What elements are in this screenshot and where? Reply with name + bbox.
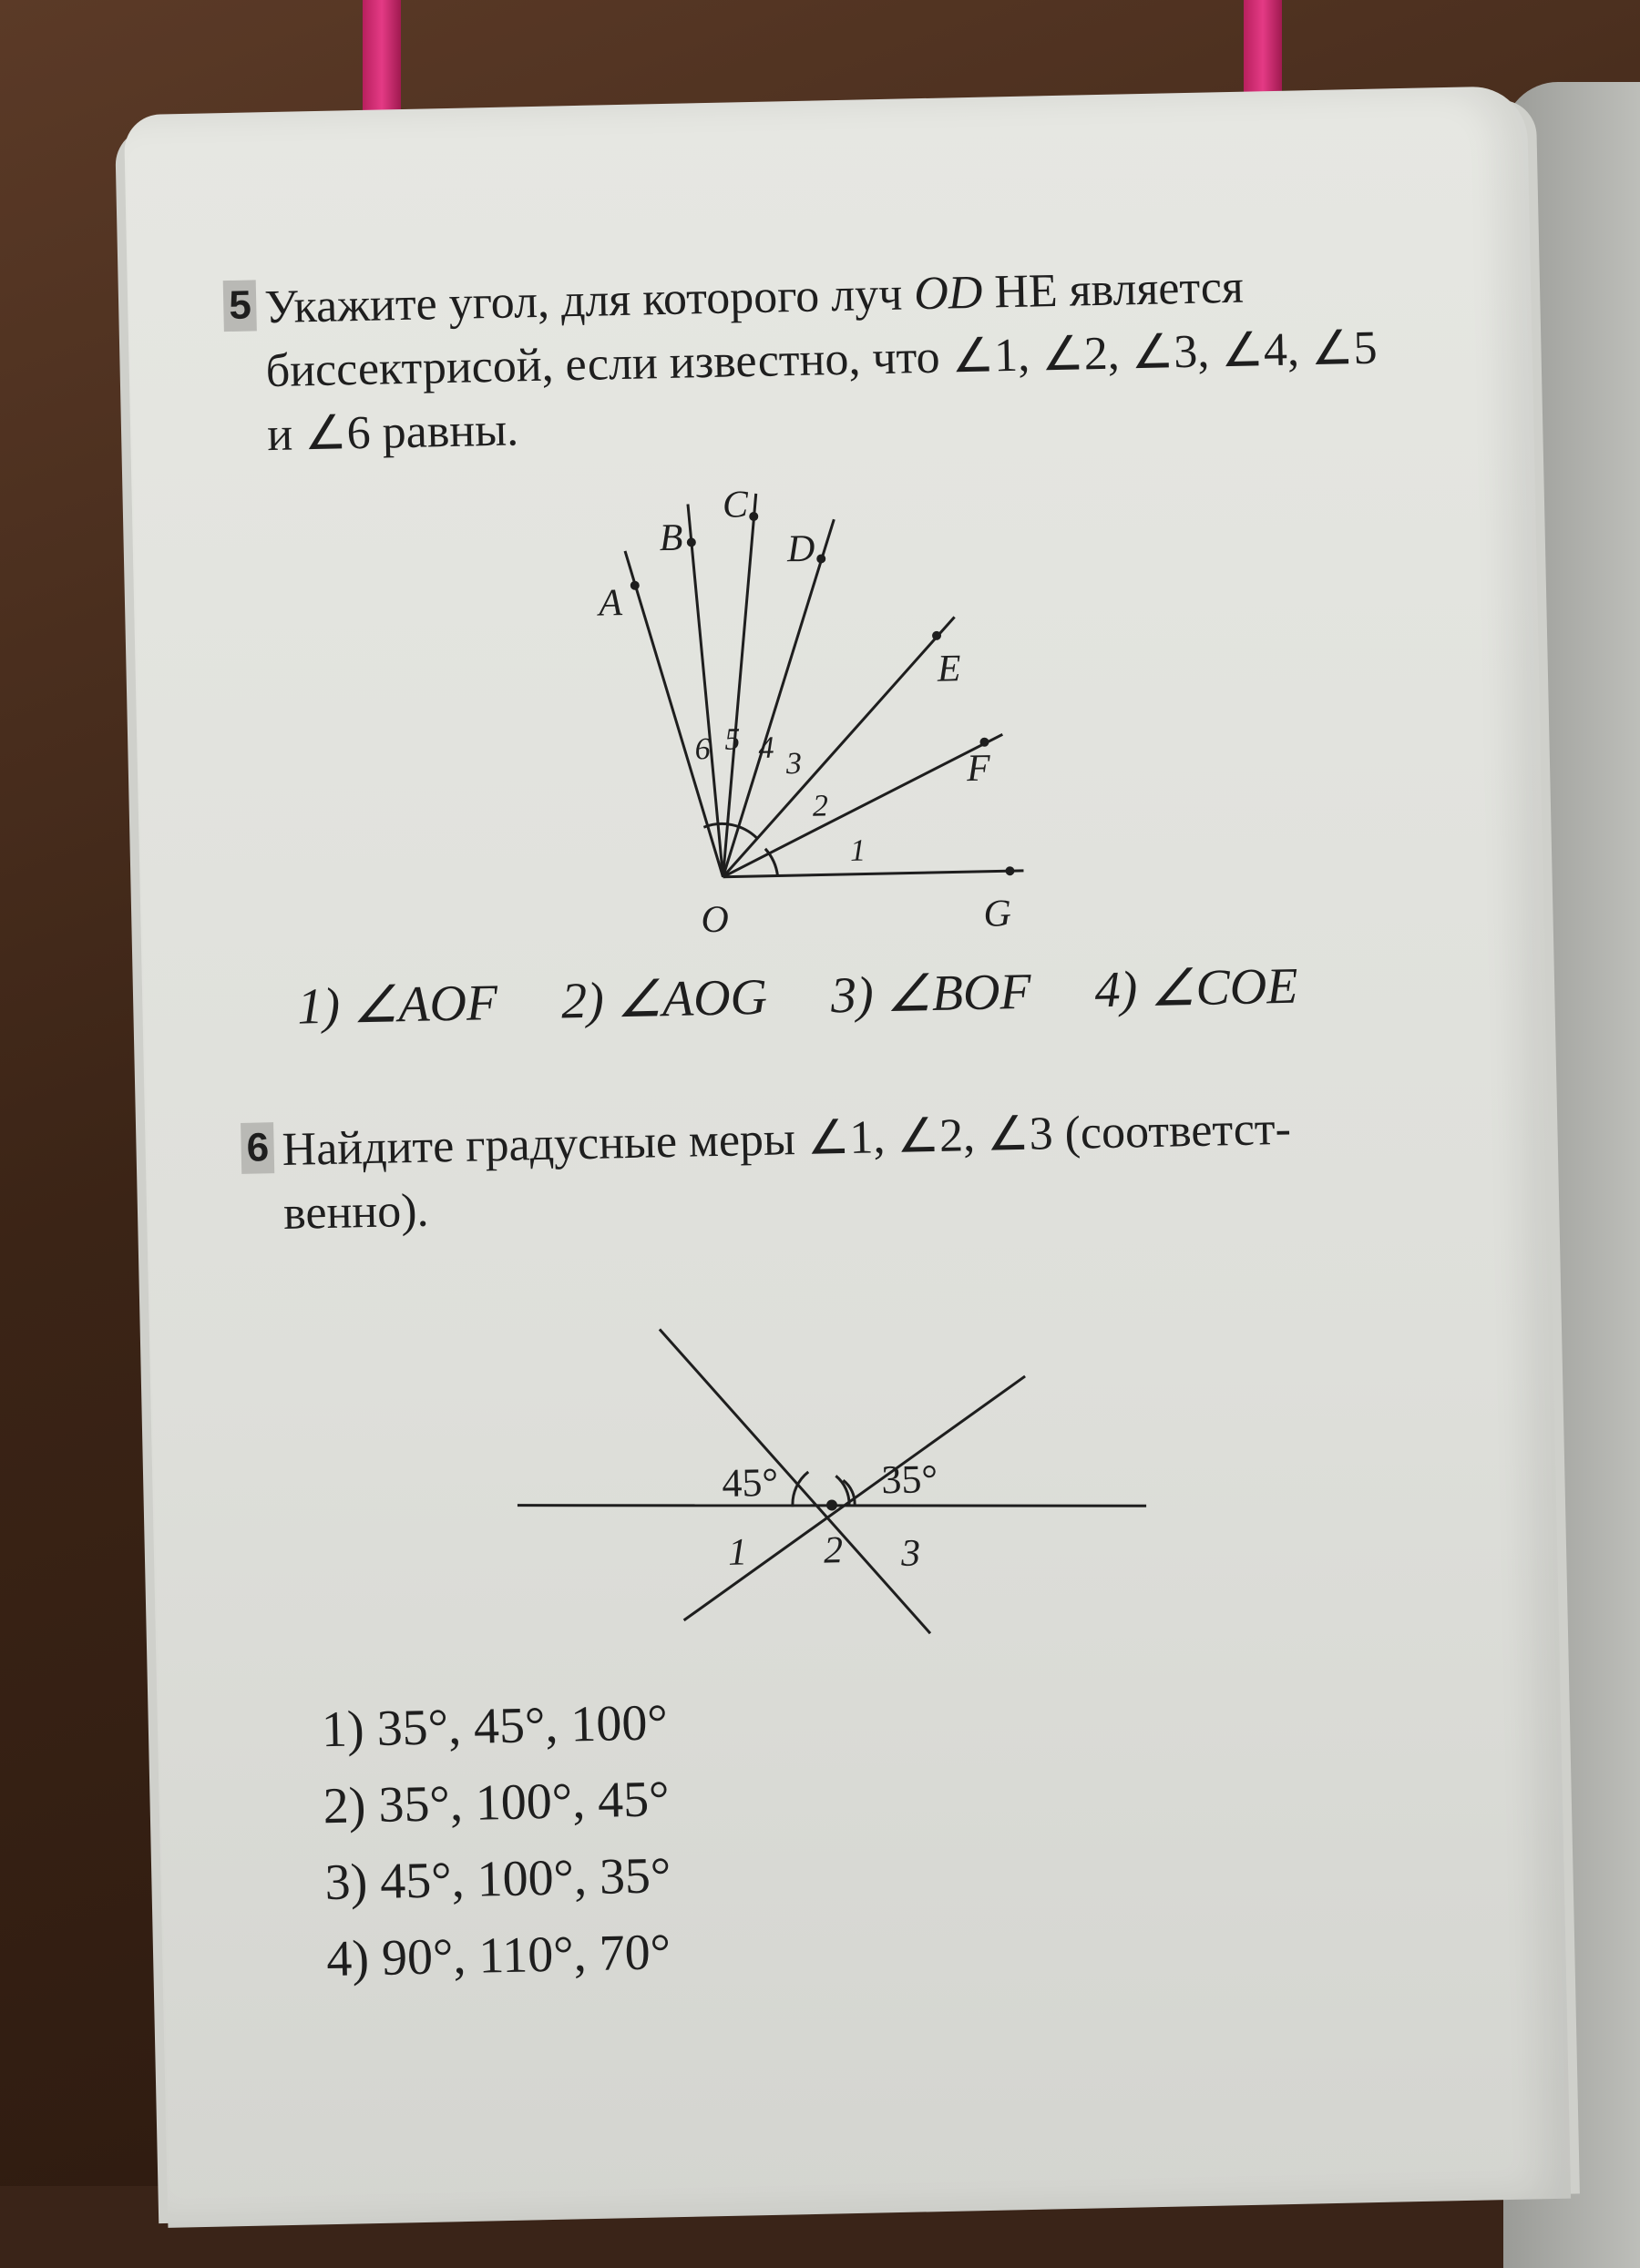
task-6-option-1[interactable]: 1) 35°, 45°, 100° bbox=[321, 1694, 669, 1759]
task-6-line-1: Найдите градусные меры ∠1, ∠2, ∠3 (соответст- bbox=[282, 1102, 1292, 1176]
task-6-options bbox=[321, 1668, 1484, 1998]
angle-label-2: 2 bbox=[823, 1529, 844, 1572]
task-5-line-1: Укажите угол, для которого луч OD НЕ является bbox=[263, 261, 1245, 334]
task-6-option-2[interactable]: 2) 35°, 100°, 45° bbox=[323, 1771, 671, 1835]
task-6-option-3[interactable]: 3) 45°, 100°, 35° bbox=[323, 1847, 671, 1912]
task-5-number: 5 bbox=[223, 280, 258, 332]
task-5-text bbox=[264, 251, 1452, 467]
given-angle-45: 45° bbox=[721, 1459, 779, 1506]
page-content bbox=[228, 251, 1484, 1998]
task-5-options bbox=[297, 953, 1464, 1037]
task-5-option-4[interactable]: 4) ∠COE bbox=[1093, 957, 1299, 1019]
ray-label-b: B bbox=[659, 516, 683, 560]
ray-label-a: A bbox=[598, 582, 623, 625]
angle-label-1: 1 bbox=[849, 833, 866, 868]
intersecting-lines-figure bbox=[495, 1282, 1159, 1679]
task-6-number: 6 bbox=[241, 1122, 275, 1174]
task-5-line-3: и ∠6 равны. bbox=[266, 404, 519, 462]
ray-label-f: F bbox=[966, 747, 991, 791]
task-5-option-3[interactable]: 3) ∠BOF bbox=[830, 963, 1032, 1025]
angle-label-3: 3 bbox=[785, 746, 803, 782]
given-angle-35: 35° bbox=[880, 1456, 938, 1503]
angle-label-4: 4 bbox=[758, 730, 774, 765]
task-5 bbox=[228, 251, 1464, 1037]
rays-figure bbox=[541, 468, 1116, 954]
task-6-option-4[interactable]: 4) 90°, 110°, 70° bbox=[325, 1924, 671, 1988]
angle-label-2: 2 bbox=[812, 789, 829, 823]
task-6-text bbox=[282, 1094, 1469, 1246]
ray-label-c: C bbox=[722, 484, 749, 526]
task-6 bbox=[246, 1094, 1484, 1998]
task-5-line-2: биссектрисой, если известно, что ∠1, ∠2, ∠3, ∠4, ∠5 bbox=[265, 322, 1379, 398]
angle-label-6: 6 bbox=[694, 732, 711, 767]
task-6-line-2: венно). bbox=[282, 1184, 430, 1240]
vertex-label-o: O bbox=[701, 898, 730, 942]
angle-label-1: 1 bbox=[727, 1531, 748, 1574]
angle-label-3: 3 bbox=[900, 1532, 921, 1575]
task-5-option-2[interactable]: 2) ∠AOG bbox=[560, 968, 768, 1030]
book-page bbox=[124, 86, 1571, 2228]
ray-label-e: E bbox=[937, 648, 961, 690]
task-5-option-1[interactable]: 1) ∠AOF bbox=[296, 975, 498, 1036]
angle-label-5: 5 bbox=[723, 722, 741, 757]
bookmark-ribbon-left bbox=[363, 0, 401, 118]
ray-label-d: D bbox=[786, 527, 815, 571]
ray-label-g: G bbox=[982, 893, 1012, 935]
